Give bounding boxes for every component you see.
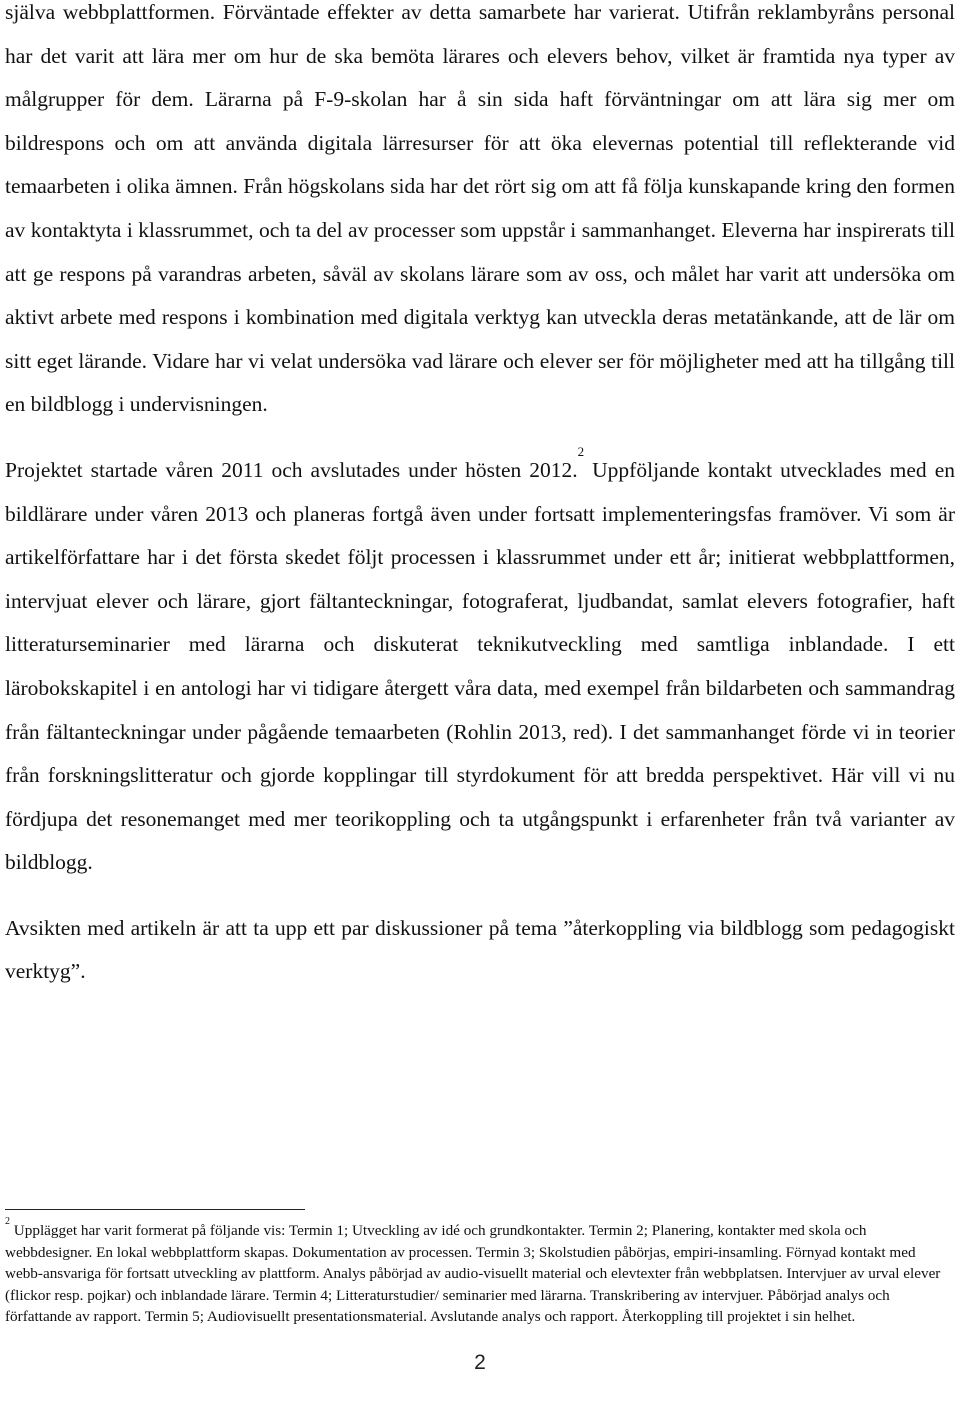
page-number: 2 (474, 1351, 486, 1374)
document-page (5, 0, 955, 994)
body-paragraph-3: Avsikten med artikeln är att ta upp ett par diskussioner på tema ”återkoppling via bildblogg som pedagogiskt verktyg”. (5, 915, 955, 984)
footnote-separator (5, 1209, 305, 1210)
body-paragraph-1: själva webbplattformen. Förväntade effekter av detta samarbete har varierat. Utifrån reklambyråns personal har det varit att lära mer om hur de ska bemöta lärares och elevers behov, vilket är framtida nya typer av målgrupper för dem. Lärarna på F-9-skolan har å sin sida haft förväntningar om att lära sig mer om bildrespons och om att använda digitala lärresurser för att öka elevernas potential till reflekterande vid temaarbeten i olika ämnen. Från högskolans sida har det rört sig om att få följa kunskapande kring den formen av kontaktyta i klassrummet, och ta del av processer som uppstår i sammanhanget. Eleverna har inspirerats till att ge respons på varandras arbeten, såväl av skolans lärare som av oss, och målet har varit att undersöka om aktivt arbete med respons i kombination med digitala verktyg kan utveckla deras metatänkande, att de lär om sitt eget lärande. Vidare har vi velat undersöka vad lärare och elever ser för möjligheter med att ha tillgång till en bildblogg i undervisningen. (5, 0, 955, 417)
paragraph-2-start: Projektet startade våren 2011 och avslutades under hösten 2012. (5, 457, 578, 482)
footnote-reference[interactable]: 2 (577, 443, 585, 459)
footnote (5, 1216, 955, 1328)
paragraph-2-rest: Uppföljande kontakt utvecklades med en bildlärare under våren 2013 och planeras fortgå även under fortsatt implementeringsfas framöver. Vi som är artikelförfattare har i det första skedet följt processen i klassrummet under ett år; initierat webbplattformen, intervjuat elever och lärare, gjort fältanteckningar, fotograferat, ljudbandat, samlat elevers fotografier, haft litteraturseminarier med lärarna och diskuterat teknikutveckling med samtliga inblandade. I ett lärobokskapitel i en antologi har vi tidigare återgett våra data, med exempel från bildarbeten och sammandrag från fältanteckningar under pågående temaarbeten (Rohlin 2013, red). I det sammanhanget förde vi in teorier från forskningslitteratur och gjorde kopplingar till styrdokument för att bredda perspektivet. Här vill vi nu fördjupa det resonemanget med mer teorikoppling och ta utgångspunkt i erfarenheter från två varianter av bildblogg. (5, 457, 955, 875)
footnote-mark: 2 (5, 1216, 10, 1227)
body-paragraph-2 (5, 443, 955, 885)
footnote-text: Upplägget har varit formerat på följande vis: Termin 1; Utveckling av idé och grundkontakter. Termin 2; Planering, kontakter med skola och webbdesigner. En lokal webbplattform skapas. Dokumentation av processen. Termin 3; Skolstudien påbörjas, empiri-insamling. Förnyad kontakt med webb-ansvariga för fortsatt utveckling av plattform. Analys påbörjad av audio-visuellt material och elevtexter från webbplatsen. Intervjuer av urval elever (flickor resp. pojkar) och inblandade lärare. Termin 4; Litteraturstudier/ seminarier med lärarna. Transkribering av intervjuer. Påbörjad analys och författande av rapport. Termin 5; Audiovisuellt presentationsmaterial. Avslutande analys och rapport. Återkoppling till projektet i sin helhet. (5, 1222, 941, 1325)
